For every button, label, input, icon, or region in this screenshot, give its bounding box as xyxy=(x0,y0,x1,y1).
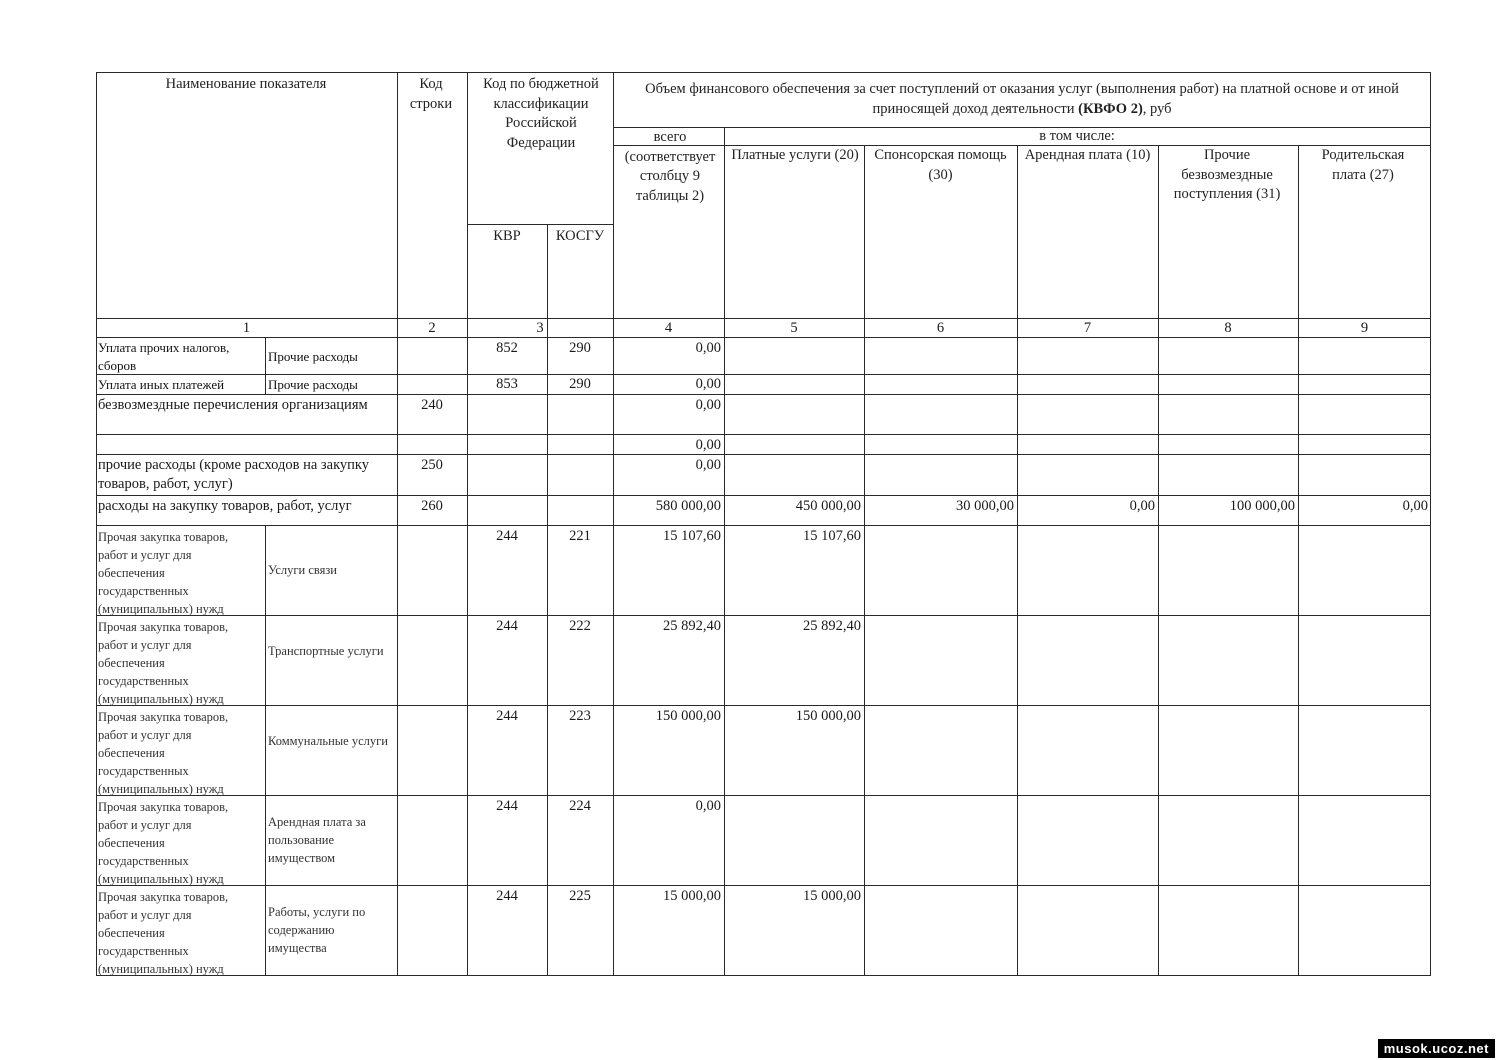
detail-row-kosgu: 225 xyxy=(569,888,591,904)
detail-row-total: 150 000,00 xyxy=(655,708,721,724)
detail-row-subname: Транспортные услуги xyxy=(268,644,384,658)
grid-row-line xyxy=(96,885,1431,886)
detail-row-paid: 15 000,00 xyxy=(803,888,861,904)
detail-row-kosgu: 221 xyxy=(569,528,591,544)
header-kvr: КВР xyxy=(493,228,521,244)
header-volume-unit: , руб xyxy=(1142,100,1172,117)
colnum-4: 4 xyxy=(664,320,673,336)
grid-col-line xyxy=(1430,72,1431,976)
row-5-total: 0,00 xyxy=(695,457,721,473)
grid-col-line xyxy=(96,72,97,976)
grid-row-line xyxy=(96,525,1431,526)
row-1-kosgu: 290 xyxy=(569,340,591,356)
detail-row-total: 25 892,40 xyxy=(663,618,721,634)
detail-row-total: 15 107,60 xyxy=(663,528,721,544)
row-1-subname: Прочие расходы xyxy=(268,349,358,364)
detail-row-kvr: 244 xyxy=(496,708,518,724)
row-6-paid: 450 000,00 xyxy=(795,498,861,514)
row-6-parent: 0,00 xyxy=(1402,498,1428,514)
grid-col-line xyxy=(397,72,398,976)
grid-row-line xyxy=(96,705,1431,706)
colnum-1: 1 xyxy=(242,320,251,336)
detail-row-subname: Арендная плата за пользование имуществом xyxy=(268,815,366,865)
detail-row-subname: Работы, услуги по содержанию имущества xyxy=(268,905,366,955)
detail-row-kosgu: 224 xyxy=(569,798,591,814)
grid-col-line xyxy=(1298,145,1299,976)
row-2-subname: Прочие расходы xyxy=(268,377,358,392)
header-parent: Родительская плата (27) xyxy=(1321,147,1405,183)
header-paid: Платные услуги (20) xyxy=(731,147,859,163)
colnum-6: 6 xyxy=(936,320,945,336)
header-total: всего (соответствует столбцу 9 таблицы 2) xyxy=(624,129,716,204)
header-sponsor: Спонсорская помощь (30) xyxy=(874,147,1007,183)
detail-row-total: 15 000,00 xyxy=(663,888,721,904)
row-2-name: Уплата иных платежей xyxy=(98,377,225,392)
row-2-total: 0,00 xyxy=(695,376,721,392)
header-including: в том числе: xyxy=(1039,128,1115,144)
detail-row-name: Прочая закупка товаров, работ и услуг для обеспечения государственных (муниципальных) нужд xyxy=(98,890,229,976)
colnum-7: 7 xyxy=(1083,320,1092,336)
grid-row-line xyxy=(96,374,1431,375)
row-6-rent: 0,00 xyxy=(1129,498,1155,514)
header-other: Прочие безвозмездные поступления (31) xyxy=(1173,147,1281,202)
grid-col-line xyxy=(724,127,725,976)
grid-col-line xyxy=(613,72,614,976)
row-6-name: расходы на закупку товаров, работ, услуг xyxy=(98,498,352,514)
colnum-5: 5 xyxy=(790,320,798,336)
detail-row-kosgu: 222 xyxy=(569,618,591,634)
grid-row-line xyxy=(96,454,1431,455)
row-2-kosgu: 290 xyxy=(569,376,591,392)
header-name: Наименование показателя xyxy=(165,76,327,92)
row-1-name: Уплата прочих налогов, сборов xyxy=(98,340,230,373)
detail-row-kvr: 244 xyxy=(496,528,518,544)
detail-row-paid: 25 892,40 xyxy=(803,618,861,634)
detail-row-subname: Коммунальные услуги xyxy=(268,734,388,748)
detail-row-paid: 150 000,00 xyxy=(795,708,861,724)
header-volume-kvfo: (КВФО 2) xyxy=(1078,100,1143,117)
detail-row-kosgu: 223 xyxy=(569,708,591,724)
detail-row-name: Прочая закупка товаров, работ и услуг для обеспечения государственных (муниципальных) нужд xyxy=(98,620,229,706)
grid-row-line xyxy=(467,224,613,225)
detail-row-kvr: 244 xyxy=(496,618,518,634)
row-6-code: 260 xyxy=(421,498,443,514)
detail-row-subname: Услуги связи xyxy=(268,563,337,577)
grid-row-line xyxy=(96,495,1431,496)
row-6-sponsor: 30 000,00 xyxy=(956,498,1014,514)
detail-row-kvr: 244 xyxy=(496,888,518,904)
row-6-total: 580 000,00 xyxy=(655,498,721,514)
grid-row-line xyxy=(96,615,1431,616)
grid-col-line xyxy=(1158,145,1159,976)
header-code: Код строки xyxy=(409,76,453,112)
detail-row-paid: 15 107,60 xyxy=(803,528,861,544)
detail-row-kvr: 244 xyxy=(496,798,518,814)
grid-col-line xyxy=(1017,145,1018,976)
grid-row-line xyxy=(96,72,1431,73)
row-5-code: 250 xyxy=(421,457,443,473)
row-3-code: 240 xyxy=(421,397,443,413)
header-volume xyxy=(614,80,1430,119)
detail-row-name: Прочая закупка товаров, работ и услуг для обеспечения государственных (муниципальных) нужд xyxy=(98,710,229,796)
row-4-total: 0,00 xyxy=(695,437,721,453)
row-6-other: 100 000,00 xyxy=(1229,498,1295,514)
colnum-8: 8 xyxy=(1224,320,1232,336)
grid-col-line xyxy=(265,337,266,394)
grid-col-line xyxy=(265,525,266,976)
header-volume-text: Объем финансового обеспечения за счет поступлений от оказания услуг (выполнения работ) на платной основе и от иной приносящей доход деятельности xyxy=(645,81,1399,117)
row-3-total: 0,00 xyxy=(695,397,721,413)
detail-row-total: 0,00 xyxy=(695,798,721,814)
row-3-name: безвозмездные перечисления организациям xyxy=(98,397,368,413)
colnum-2: 2 xyxy=(428,320,436,336)
grid-col-line xyxy=(864,145,865,976)
site-watermark: musok.ucoz.net xyxy=(1378,1039,1495,1058)
grid-row-line xyxy=(96,434,1431,435)
header-kosgu: КОСГУ xyxy=(555,228,605,244)
colnum-9: 9 xyxy=(1360,320,1369,336)
grid-row-line xyxy=(96,394,1431,395)
header-bkrf: Код по бюджетной классификации Российской Федерации xyxy=(483,76,599,151)
detail-row-name: Прочая закупка товаров, работ и услуг для обеспечения государственных (муниципальных) нужд xyxy=(98,530,229,616)
grid-col-line xyxy=(467,72,468,976)
detail-row-name: Прочая закупка товаров, работ и услуг для обеспечения государственных (муниципальных) нужд xyxy=(98,800,229,886)
grid-row-line xyxy=(96,975,1431,976)
colnum-3: 3 xyxy=(536,320,544,336)
row-1-kvr: 852 xyxy=(496,340,518,356)
row-5-name: прочие расходы (кроме расходов на закупку товаров, работ, услуг) xyxy=(98,457,370,492)
budget-table xyxy=(96,72,1431,978)
grid-row-line xyxy=(96,795,1431,796)
row-2-kvr: 853 xyxy=(496,376,518,392)
header-rent: Арендная плата (10) xyxy=(1024,147,1151,163)
row-1-total: 0,00 xyxy=(695,340,721,356)
